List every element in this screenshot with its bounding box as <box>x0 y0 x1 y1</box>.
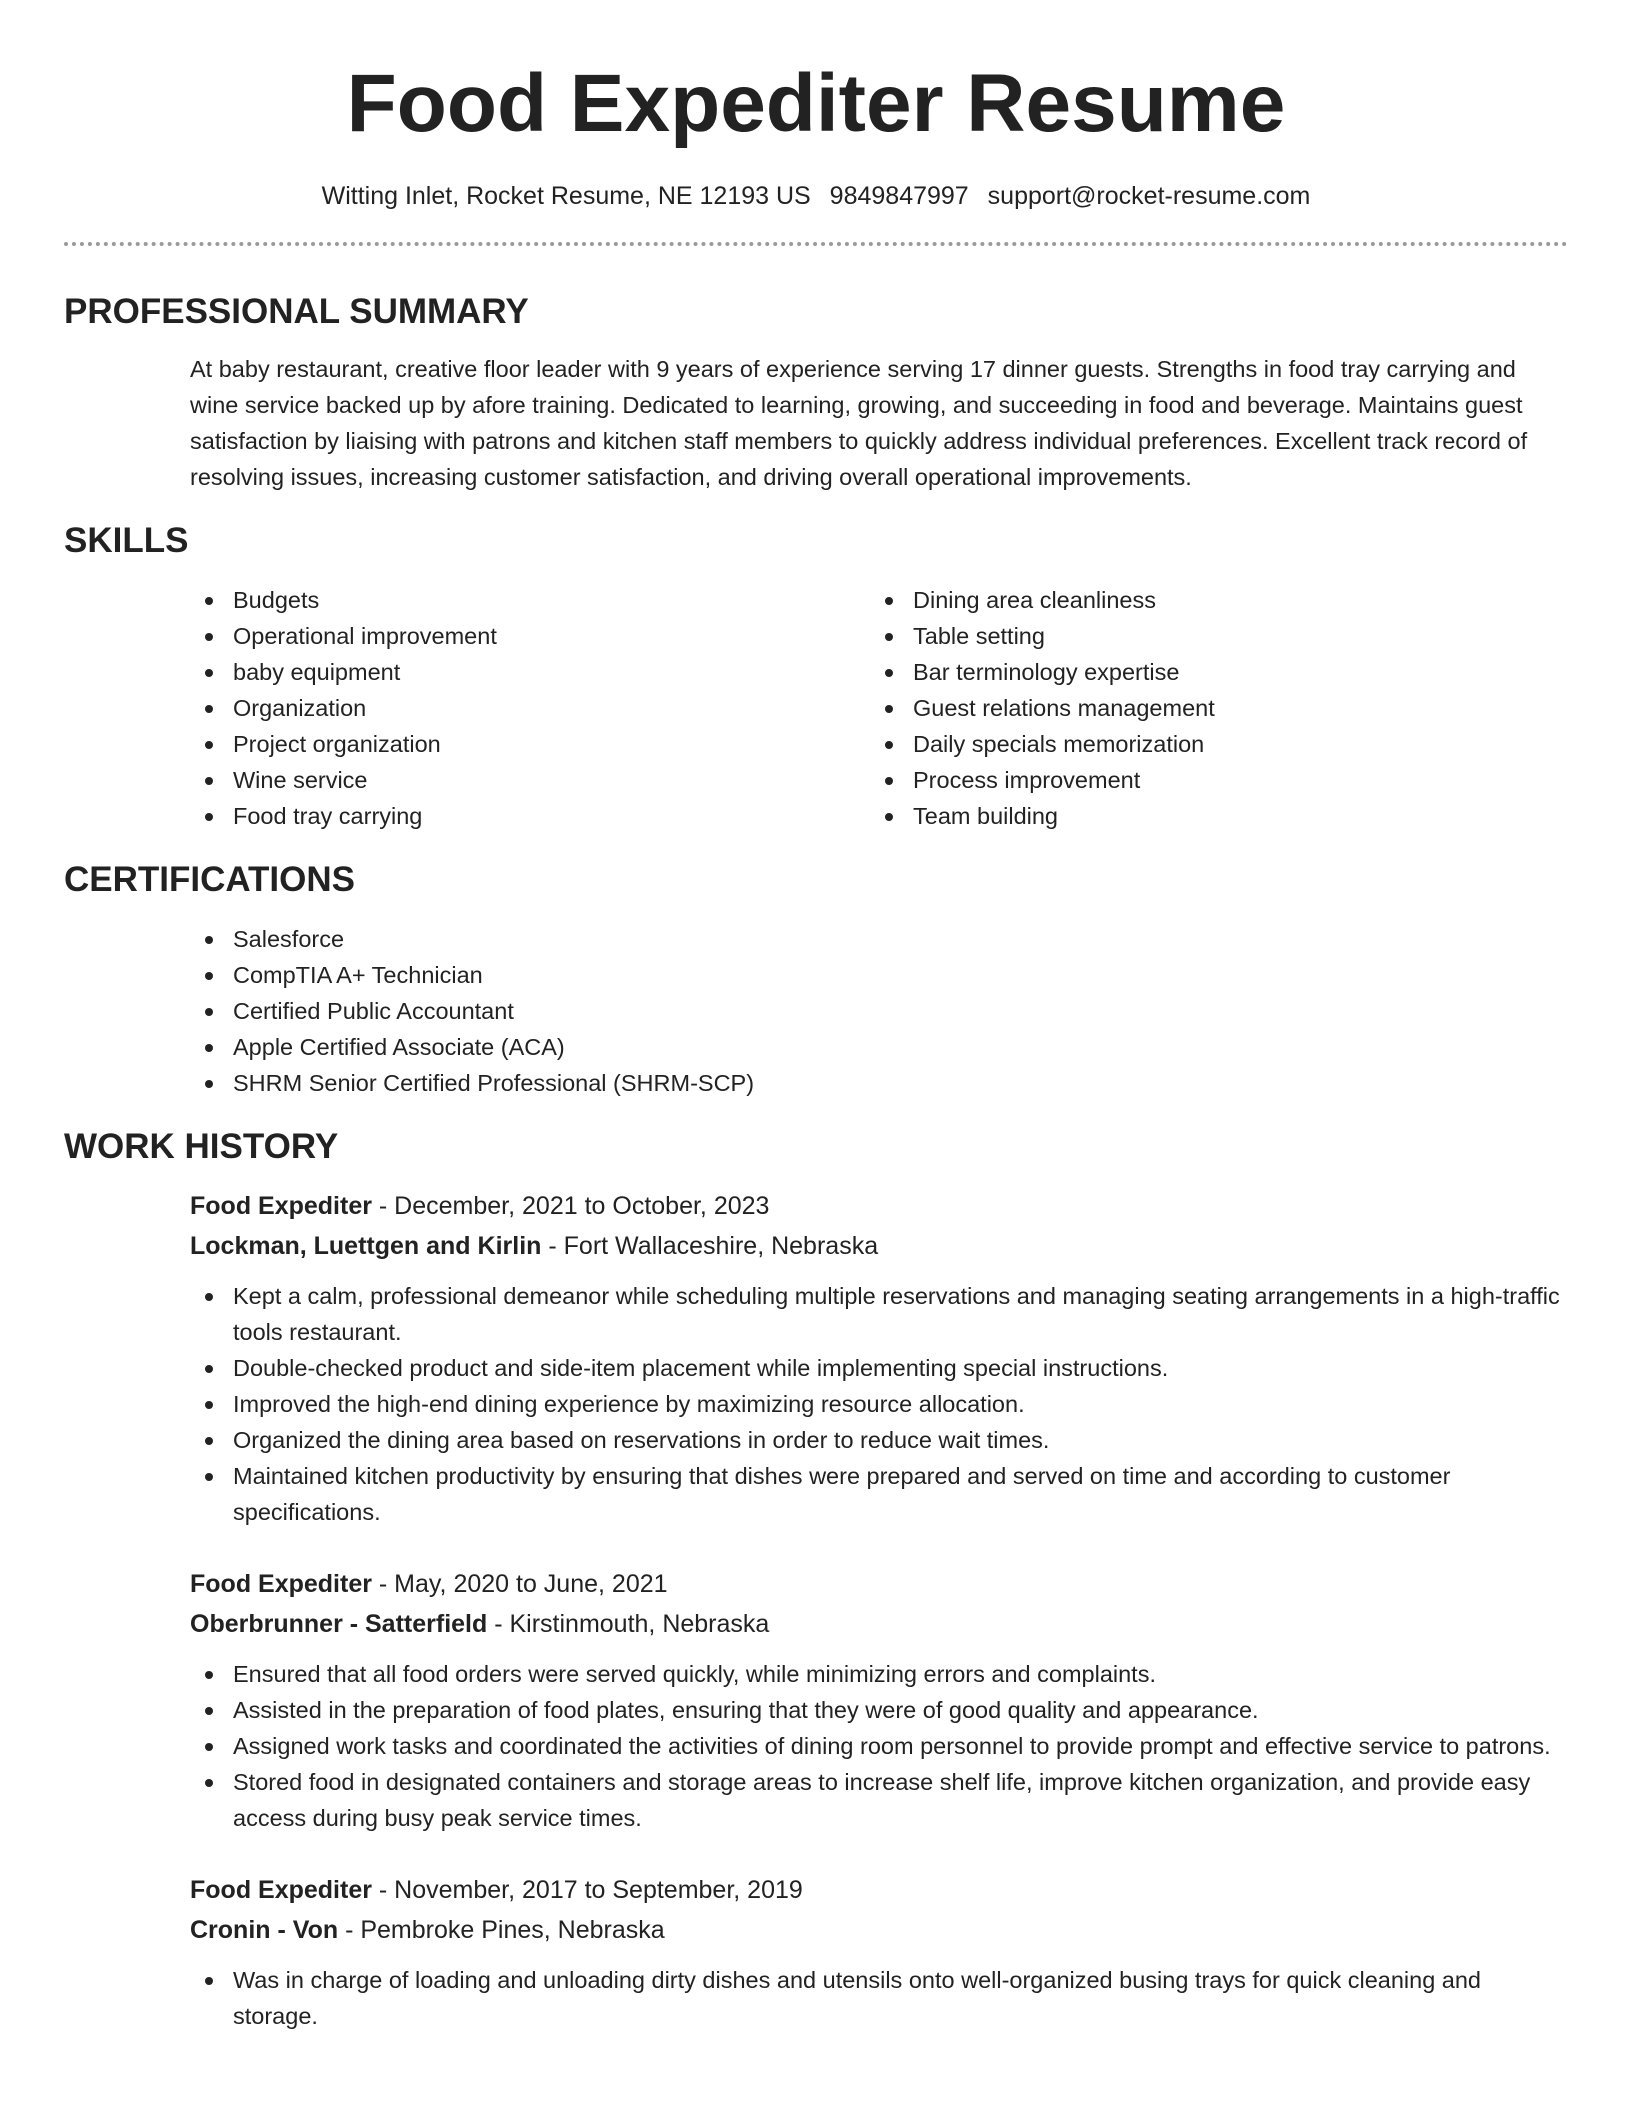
bullet-icon <box>205 1293 213 1301</box>
certifications-section <box>64 859 1568 1101</box>
list-item: Food tray carrying <box>190 798 870 834</box>
work-history-section <box>64 1126 1568 2034</box>
bullet-icon <box>205 705 213 713</box>
summary-section <box>64 291 1568 495</box>
contact-email: support@rocket-resume.com <box>987 182 1311 210</box>
list-item: Salesforce <box>190 921 1568 957</box>
list-item: Maintained kitchen productivity by ensuring that dishes were prepared and served on time and according to customer specifications. <box>190 1458 1568 1530</box>
bullet-icon <box>885 669 893 677</box>
bullet-icon <box>885 705 893 713</box>
job-entry <box>190 1870 1568 2034</box>
skills-list-right <box>870 582 1550 834</box>
list-item: Guest relations management <box>870 690 1550 726</box>
job-company-line <box>190 1604 1568 1644</box>
job-dates: - November, 2017 to September, 2019 <box>371 1876 803 1904</box>
list-item: Budgets <box>190 582 870 618</box>
list-item: Stored food in designated containers and storage areas to increase shelf life, improve kitchen organization, and provide easy access during busy peak service times. <box>190 1764 1568 1836</box>
job-company: Oberbrunner - Satterfield <box>190 1610 488 1638</box>
list-item: Dining area cleanliness <box>870 582 1550 618</box>
list-item: Assisted in the preparation of food plates, ensuring that they were of good quality and appearance. <box>190 1692 1568 1728</box>
job-bullets <box>190 1656 1568 1836</box>
list-item: Project organization <box>190 726 870 762</box>
job-role: Food Expediter <box>190 1192 372 1220</box>
list-item: Organized the dining area based on reservations in order to reduce wait times. <box>190 1422 1568 1458</box>
bullet-icon <box>205 1707 213 1715</box>
bullet-icon <box>205 1473 213 1481</box>
list-item: Wine service <box>190 762 870 798</box>
job-company: Lockman, Luettgen and Kirlin <box>190 1232 542 1260</box>
list-item: Table setting <box>870 618 1550 654</box>
job-location: - Kirstinmouth, Nebraska <box>487 1610 770 1638</box>
bullet-icon <box>205 1401 213 1409</box>
job-bullets <box>190 1962 1568 2034</box>
list-item: SHRM Senior Certified Professional (SHRM-SCP) <box>190 1065 1568 1101</box>
job-company-line <box>190 1226 1568 1266</box>
job-company: Cronin - Von <box>190 1916 339 1944</box>
bullet-icon <box>885 633 893 641</box>
contact-address: Witting Inlet, Rocket Resume, NE 12193 US <box>321 182 811 210</box>
bullet-icon <box>205 972 213 980</box>
work-history-heading: WORK HISTORY <box>64 1127 339 1166</box>
bullet-icon <box>205 633 213 641</box>
skills-section <box>64 520 1568 834</box>
job-location: - Fort Wallaceshire, Nebraska <box>541 1232 879 1260</box>
resume-header <box>64 0 1568 212</box>
header-divider <box>64 242 1568 246</box>
list-item: CompTIA A+ Technician <box>190 957 1568 993</box>
list-item: Team building <box>870 798 1550 834</box>
certifications-list <box>190 921 1568 1101</box>
list-item: baby equipment <box>190 654 870 690</box>
bullet-icon <box>205 1671 213 1679</box>
bullet-icon <box>205 1080 213 1088</box>
contact-phone: 9849847997 <box>829 182 969 210</box>
list-item: Double-checked product and side-item placement while implementing special instructions. <box>190 1350 1568 1386</box>
summary-text: At baby restaurant, creative floor leader with 9 years of experience serving 17 dinner guests. Strengths in food tray carrying and wine service backed up by afore training. Dedicated to learning, growing, and succeeding in food and beverage. Maintains guest satisfaction by liaising with patrons and kitchen staff members to quickly address individual preferences. Excellent track record of resolving issues, increasing customer satisfaction, and driving overall operational improvements. <box>190 356 1528 490</box>
bullet-icon <box>205 1044 213 1052</box>
bullet-icon <box>205 597 213 605</box>
list-item: Was in charge of loading and unloading dirty dishes and utensils onto well-organized busing trays for quick cleaning and storage. <box>190 1962 1568 2034</box>
list-item: Ensured that all food orders were served quickly, while minimizing errors and complaints. <box>190 1656 1568 1692</box>
list-item: Process improvement <box>870 762 1550 798</box>
list-item: Certified Public Accountant <box>190 993 1568 1029</box>
bullet-icon <box>885 597 893 605</box>
job-role: Food Expediter <box>190 1876 372 1904</box>
contact-line <box>64 180 1568 212</box>
skills-heading: SKILLS <box>64 521 189 560</box>
list-item: Assigned work tasks and coordinated the activities of dining room personnel to provide prompt and effective service to patrons. <box>190 1728 1568 1764</box>
list-item: Kept a calm, professional demeanor while scheduling multiple reservations and managing seating arrangements in a high-traffic tools restaurant. <box>190 1278 1568 1350</box>
job-bullets <box>190 1278 1568 1530</box>
bullet-icon <box>205 813 213 821</box>
bullet-icon <box>205 1437 213 1445</box>
job-role-line <box>190 1186 1568 1226</box>
job-role: Food Expediter <box>190 1570 372 1598</box>
job-dates: - May, 2020 to June, 2021 <box>371 1570 668 1598</box>
certifications-heading: CERTIFICATIONS <box>64 860 356 899</box>
bullet-icon <box>205 1977 213 1985</box>
job-entry <box>190 1564 1568 1836</box>
summary-heading: PROFESSIONAL SUMMARY <box>64 292 529 331</box>
job-company-line <box>190 1910 1568 1950</box>
list-item: Organization <box>190 690 870 726</box>
bullet-icon <box>205 1779 213 1787</box>
job-role-line <box>190 1870 1568 1910</box>
list-item: Improved the high-end dining experience by maximizing resource allocation. <box>190 1386 1568 1422</box>
bullet-icon <box>205 1365 213 1373</box>
bullet-icon <box>205 741 213 749</box>
skills-list-left <box>190 582 870 834</box>
bullet-icon <box>885 741 893 749</box>
bullet-icon <box>205 1743 213 1751</box>
bullet-icon <box>205 669 213 677</box>
job-entry <box>190 1186 1568 1530</box>
list-item: Bar terminology expertise <box>870 654 1550 690</box>
bullet-icon <box>205 1008 213 1016</box>
resume-title: Food Expediter Resume <box>346 58 1286 149</box>
job-role-line <box>190 1564 1568 1604</box>
list-item: Daily specials memorization <box>870 726 1550 762</box>
bullet-icon <box>205 777 213 785</box>
bullet-icon <box>885 813 893 821</box>
list-item: Operational improvement <box>190 618 870 654</box>
job-location: - Pembroke Pines, Nebraska <box>338 1916 665 1944</box>
bullet-icon <box>205 936 213 944</box>
bullet-icon <box>885 777 893 785</box>
list-item: Apple Certified Associate (ACA) <box>190 1029 1568 1065</box>
job-dates: - December, 2021 to October, 2023 <box>371 1192 770 1220</box>
